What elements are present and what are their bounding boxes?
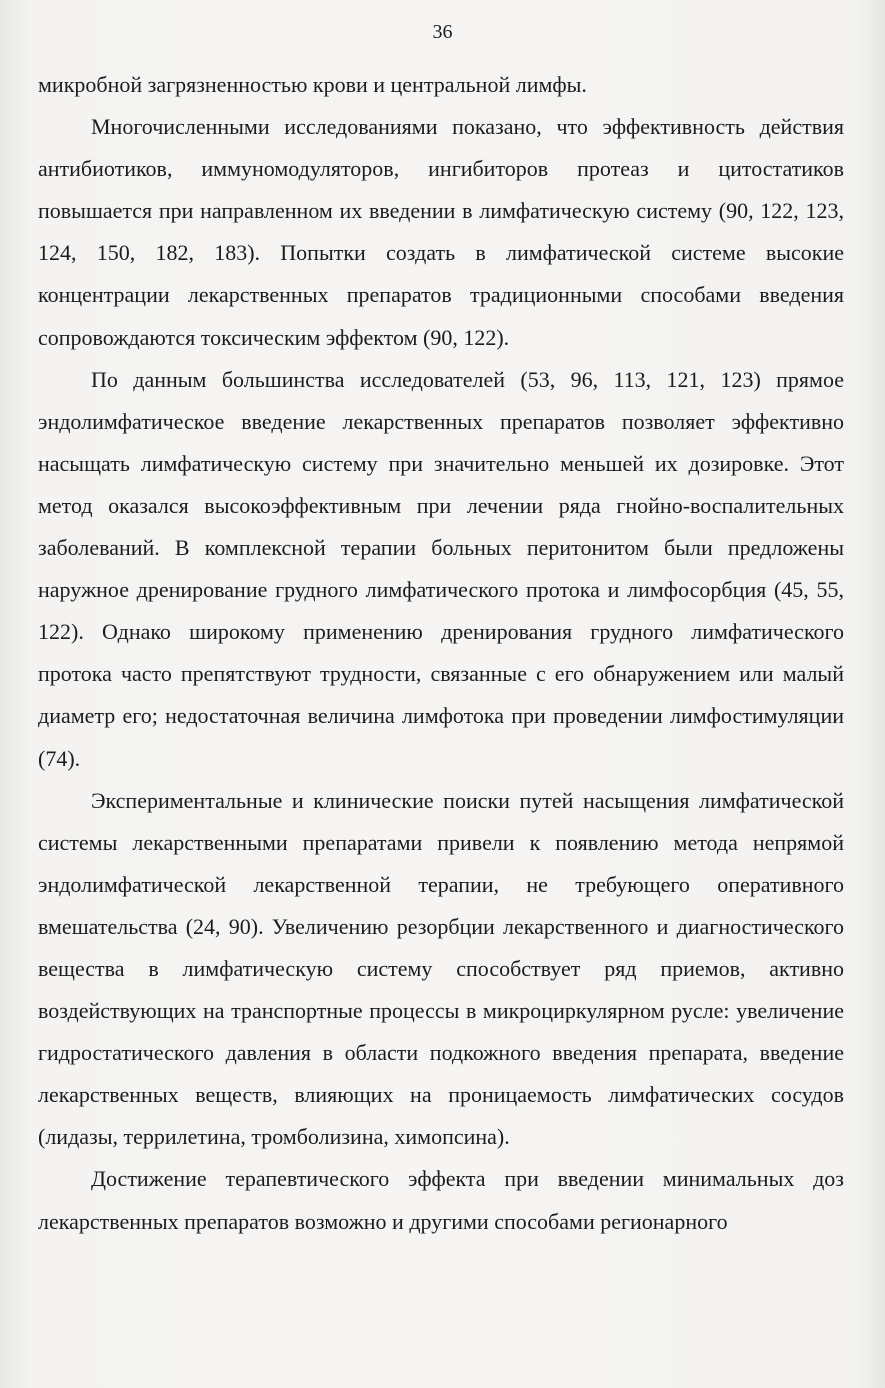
paragraph: По данным большинства исследователей (53, 96, 113, 121, 123) прямое эндолимфатическое введение лекарственных препаратов позволяет эффективно насыщать лимфатическую систему при значительно меньшей их дозировке. Этот метод оказался высокоэффективным при лечении ряда гнойно-воспалительных заболеваний. В комплексной терапии больных перитонитом были предложены наружное дренирование грудного лимфатического протока и лимфосорбция (45, 55, 122). Однако широкому применению дренирования грудного лимфатического протока часто препятствуют трудности, связанные с его обнаружением или малый диаметр его; недостаточная величина лимфотока при проведении лимфостимуляции (74). (38, 366, 844, 771)
page-number: 36 (432, 21, 453, 43)
text-body (38, 64, 844, 1243)
paragraph: Многочисленными исследованиями показано, что эффективность действия антибиотиков, иммуномодуляторов, ингибиторов протеаз и цитостатиков повышается при направленном их введении в лимфатическую систему (90, 122, 123, 124, 150, 182, 183). Попытки создать в лимфатической системе высокие концентрации лекарственных препаратов традиционными способами введения сопровождаются токсическим эффектом (90, 122). (38, 114, 844, 350)
paragraph: Достижение терапевтического эффекта при введении минимальных доз лекарственных препаратов возможно и другими способами регионарного (38, 1166, 844, 1234)
paragraph-continuation: микробной загрязненностью крови и центральной лимфы. (38, 72, 587, 97)
paragraph: Экспериментальные и клинические поиски путей насыщения лимфатической системы лекарственными препаратами привели к появлению метода непрямой эндолимфатической лекарственной терапии, не требующего оперативного вмешательства (24, 90). Увеличению резорбции лекарственного и диагностического вещества в лимфатическую систему способствует ряд приемов, активно воздействующих на транспортные процессы в микроциркулярном русле: увеличение гидростатического давления в области подкожного введения препарата, введение лекарственных веществ, влияющих на проницаемость лимфатических сосудов (лидазы, террилетина, тромболизина, химопсина). (38, 787, 844, 1150)
